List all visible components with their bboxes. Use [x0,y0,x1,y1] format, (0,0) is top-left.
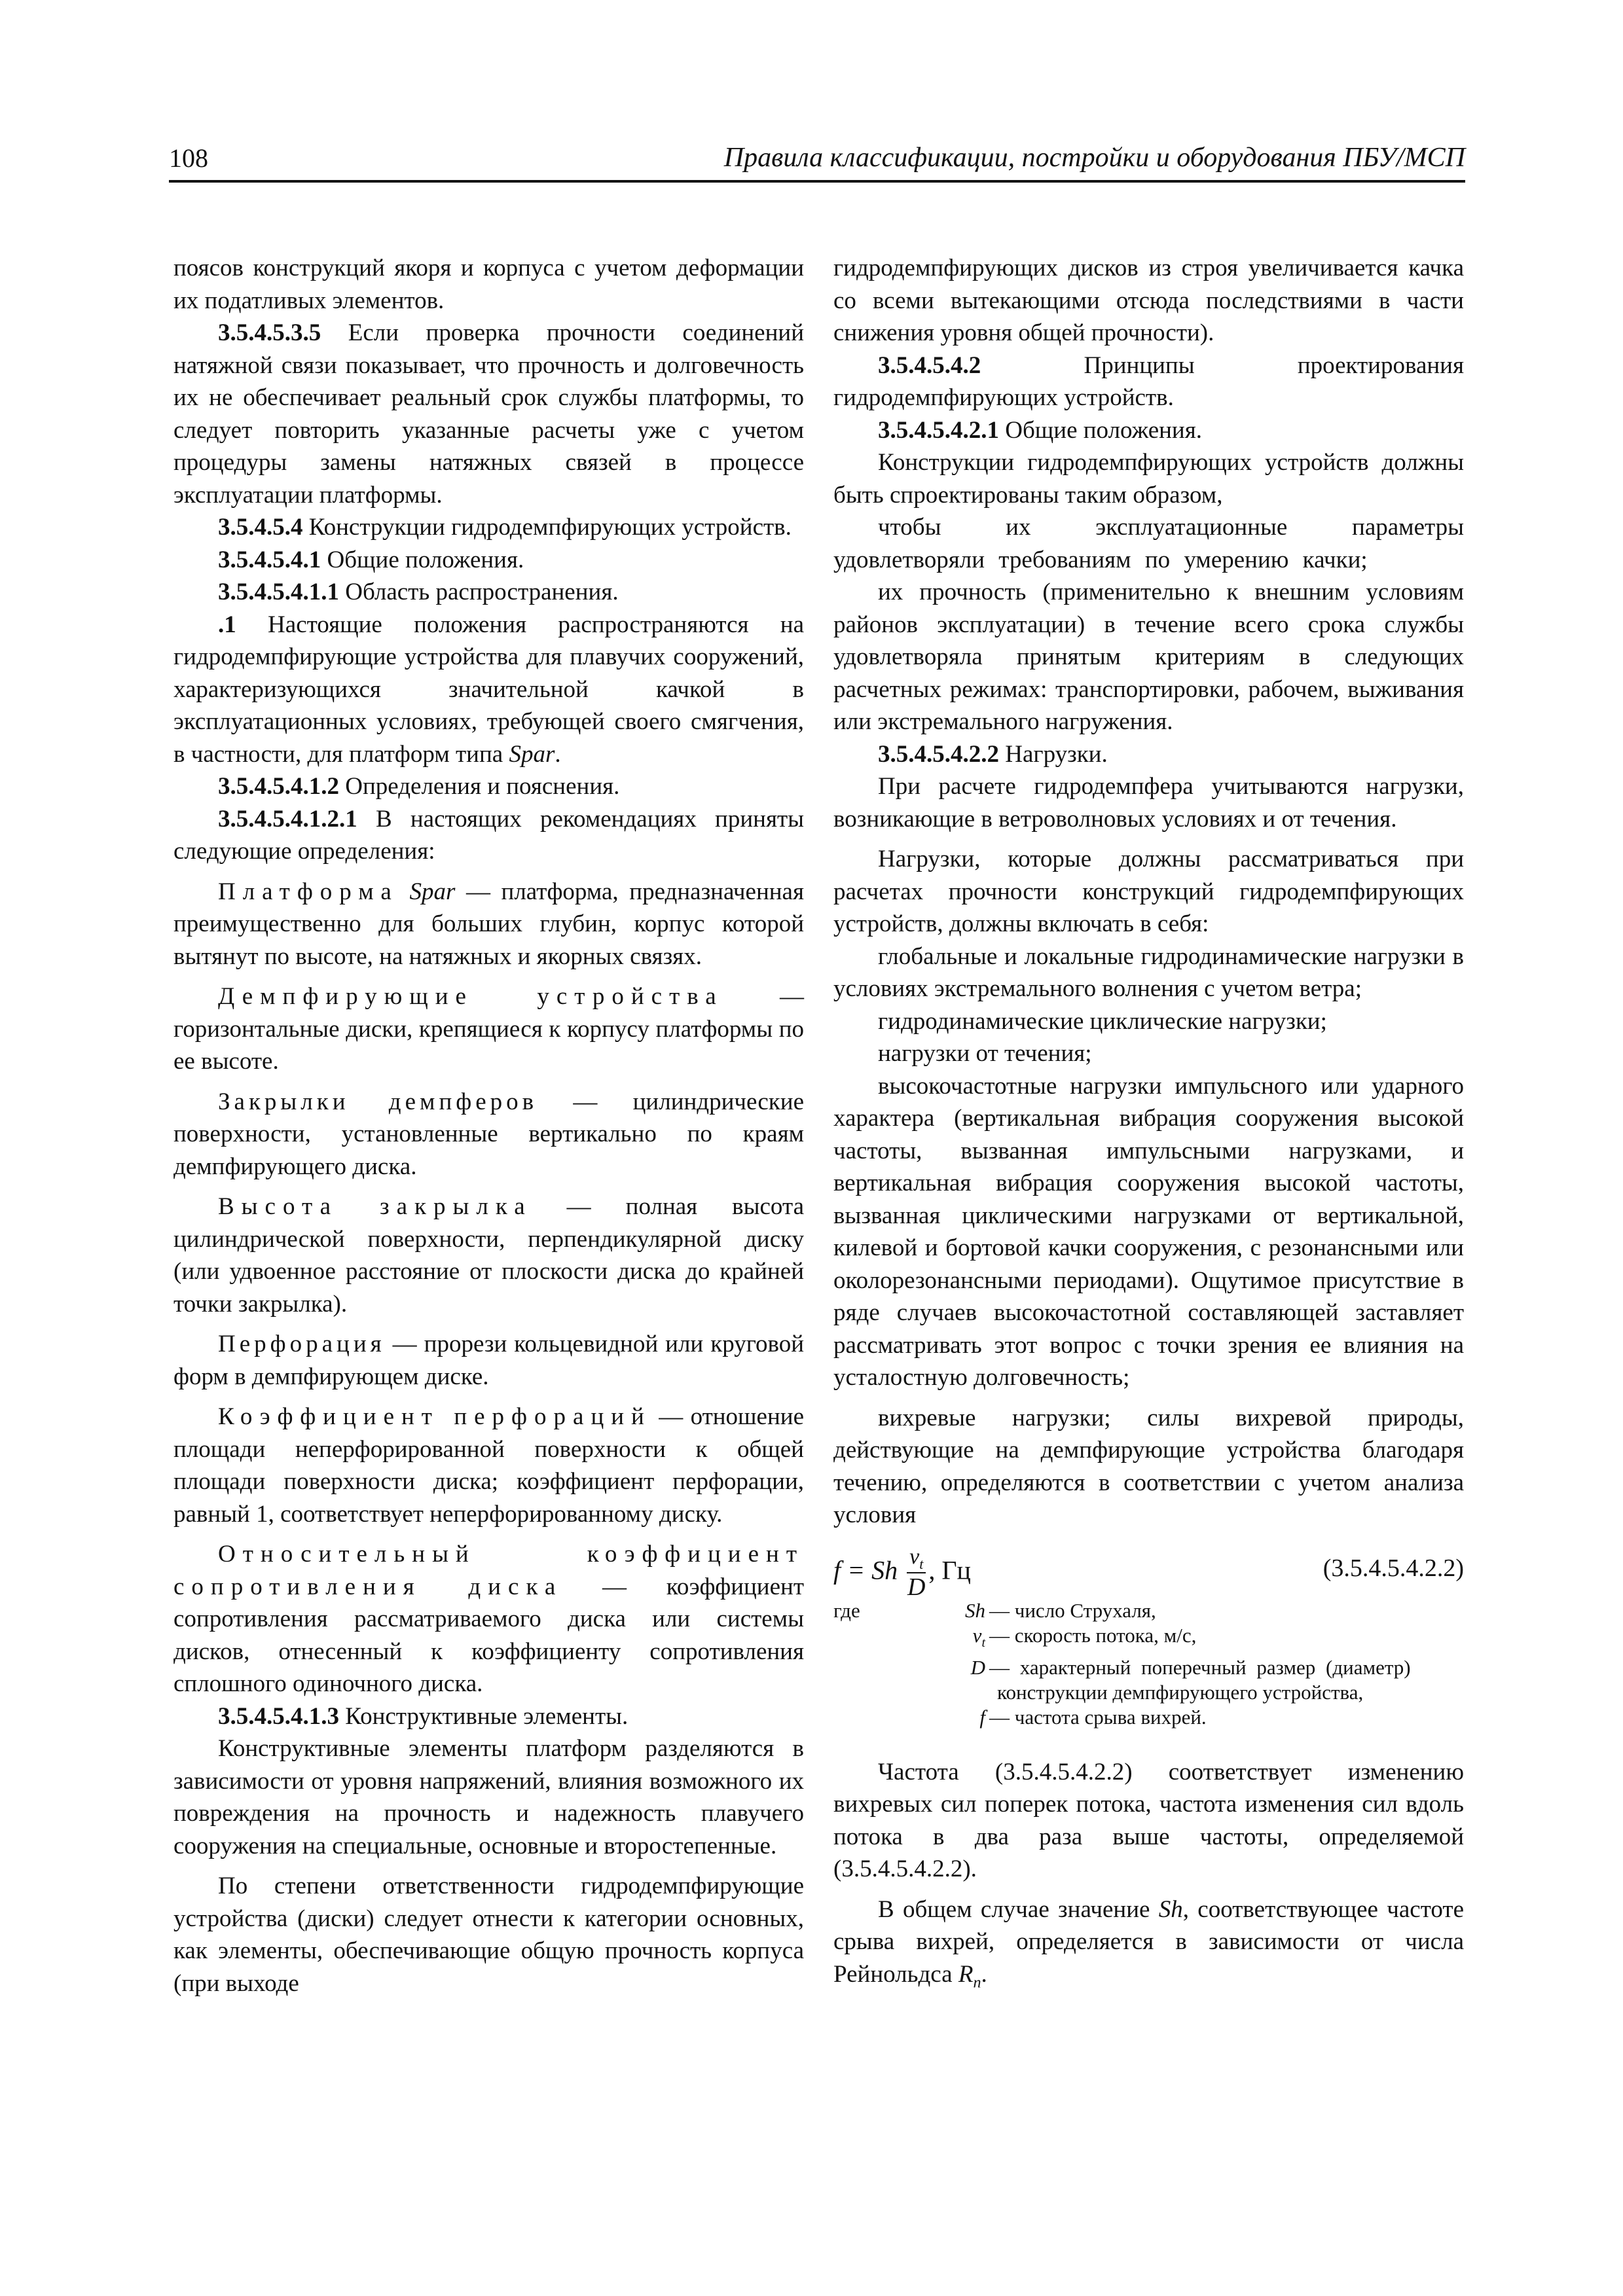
paragraph: 3.5.4.5.3.5 Если проверка прочности соединений натяжной связи показывает, что прочность и долговечность их не обеспечивает реальный срок службы платформы, то следует повторить указанные расчеты уже с учетом процедуры замены натяжных связей в процессе эксплуатации платформы. [173,319,804,509]
paragraph: Конструкции гидродемпфирующих устройств должны быть спроектированы таким образом, [833,449,1464,509]
clause-number: 3.5.4.5.4.2.1 [878,416,999,444]
clause-number: 3.5.4.5.4.1.3 [218,1702,339,1730]
formula-fraction: $\frac{v_t}{D}$ [907,1544,926,1602]
legend-row: f — частота срыва вихрей. [979,1705,1207,1729]
clause-number: 3.5.4.5.4.1.2 [218,773,339,800]
definition: Относительный коэффициент сопротивления диска — коэффициент сопротивления рассматриваемого диска или системы дисков, отнесенный к коэффициенту сопротивления сплошного одиночного диска. [173,1541,804,1697]
paragraph: 3.5.4.5.4.1.2.1 В настоящих рекомендациях приняты следующие определения: [173,805,804,865]
paragraph: Конструктивные элементы платформ разделяются в зависимости от уровня напряжений, влияния возможного их повреждения на прочность и надежность плавучего сооружения на специальные, основные и второстепенные. [173,1735,804,1859]
paragraph: поясов конструкций якоря и корпуса с учетом деформации их податливых элементов. [173,255,804,314]
page-header [169,134,1465,183]
definition: Закрылки демпферов — цилиндрические поверхности, установленные вертикально по краям демпфирующего диска. [173,1088,804,1180]
paragraph: гидродемпфирующих дисков из строя увеличивается качка со всеми вытекающими отсюда последствиями в части снижения уровня общей прочности). [833,255,1464,346]
section-heading: 3.5.4.5.4.1.1 Область распространения. [218,579,619,605]
legend-row: D — характерный поперечный размер (диаметр) [970,1655,1411,1679]
strouhal-formula [833,1535,1464,1602]
definition-term: Высота закрылка [218,1193,532,1220]
section-heading: 3.5.4.5.4 Конструкции гидродемпфирующих устройств. [218,514,792,541]
definition-term: Демпфирующие устройства [218,983,723,1010]
definition-term: Перфорация [218,1331,386,1357]
definition: Платформа Spar — платформа, предназначенная преимущественно для больших глубин, корпус которой вытянут по высоте, на натяжных и якорных связях. [173,878,804,970]
definition-term: Относительный коэффициент сопротивления диска [173,1541,804,1600]
formula-number: (3.5.4.5.4.2.2) [1322,1554,1464,1582]
paragraph: При расчете гидродемпфера учитываются нагрузки, возникающие в ветроволновых условиях и от течения. [833,773,1464,833]
definition: Высота закрылка — полная высота цилиндрической поверхности, перпендикулярной диску (или удвоенное расстояние от плоскости диска до крайней точки закрылка). [173,1193,804,1318]
section-heading: 3.5.4.5.4.2 Принципы проектирования гидродемпфирующих устройств. [833,351,1464,411]
legend-row: Sh — число Струхаля, [965,1598,1156,1622]
clause-number: 3.5.4.5.4 [218,514,303,541]
list-item: нагрузки от течения; [878,1040,1092,1067]
clause-number: 3.5.4.5.4.1.2.1 [218,805,357,833]
list-item: глобальные и локальные гидродинамические нагрузки в условиях экстремального волнения с учетом ветра; [833,942,1464,1002]
definition: Коэффициент перфораций — отношение площади неперфорированной поверхности к общей площади поверхности диска; коэффициент перфорации, равный 1, соответствует неперфорированному диску. [173,1403,804,1528]
definition-term: Платформа [218,878,399,905]
section-heading: 3.5.4.5.4.2.2 Нагрузки. [878,740,1108,768]
formula-legend [833,1598,1464,1730]
clause-number: .1 [218,611,236,638]
paragraph: .1 Настоящие положения распространяются на гидродемпфирующие устройства для плавучих сооружений, характеризующихся значительной качкой в эксплуатационных условиях, требующей своего смягчения, в частности, для платформ типа Spar. [173,611,804,768]
formula-expression: f = Sh $\frac{v_t}{D}$ , Гц [833,1544,971,1602]
list-item: высокочастотные нагрузки импульсного или ударного характера (вертикальная вибрация сооружения высокой частоты, вызванная импульсными нагрузками, и вертикальная вибрация сооружения высокой частоты, вызванная циклическими нагрузками от вертикальной, килевой и бортовой качки сооружения, с резонансными или околорезонансными периодами). Ощутимое присутствие в ряде случаев высокочастотной составляющей заставляет рассматривать этот вопрос с точки зрения ее влияния на усталостную долговечность; [833,1072,1464,1391]
definition-term: Коэффициент перфораций [218,1403,651,1430]
paragraph: Частота (3.5.4.5.4.2.2) соответствует изменению вихревых сил поперек потока, частота изменения сил вдоль потока в два раза выше частоты, определяемой (3.5.4.5.4.2.2). [833,1758,1464,1883]
section-heading: 3.5.4.5.4.2.1 Общие положения. [878,416,1202,444]
legend-row: $v_t$ — скорость потока, м/с, [972,1623,1197,1650]
paragraph: Нагрузки, которые должны рассматриваться при расчетах прочности конструкций гидродемпфирующих устройств, должны включать в себя: [833,846,1464,937]
list-item: вихревые нагрузки; силы вихревой природы, действующие на демпфирующие устройства благодаря течению, определяются в соответствии с учетом анализа условия [833,1404,1464,1528]
paragraph: По степени ответственности гидродемпфирующие устройства (диски) следует отнести к категории основных, как элементы, обеспечивающие общую прочность корпуса (при выходе [173,1873,804,1997]
running-title: Правила классификации, постройки и оборудования ПБУ/МСП [723,143,1465,173]
clause-number: 3.5.4.5.4.2 [878,351,981,379]
paragraph: их прочность (применительно к внешним условиям районов эксплуатации) в течение всего срока службы удовлетворяла принятым критериям в следующих расчетных режимах: транспортировки, рабочем, выживания или экстремального нагружения. [833,579,1464,735]
definition: Перфорация — прорези кольцевидной или круговой форм в демпфирующем диске. [173,1331,804,1390]
clause-number: 3.5.4.5.4.1 [218,546,321,573]
left-column [173,252,804,2000]
section-heading: 3.5.4.5.4.1.2 Определения и пояснения. [218,773,620,800]
section-heading: 3.5.4.5.4.1 Общие положения. [218,546,524,573]
clause-number: 3.5.4.5.4.2.2 [878,740,999,768]
clause-number: 3.5.4.5.3.5 [218,319,321,346]
paragraph: чтобы их эксплуатационные параметры удовлетворяли требованиям по умерению качки; [833,514,1464,573]
paragraph: В общем случае значение Sh, соответствующее частоте срыва вихрей, определяется в зависимости от числа Рейнольдса $R_n$. [833,1895,1464,1992]
legend-continuation: конструкции демпфирующего устройства, [997,1680,1364,1704]
list-item: гидродинамические циклические нагрузки; [878,1007,1327,1035]
page-number: 108 [169,143,208,173]
clause-number: 3.5.4.5.4.1.1 [218,579,339,605]
definition-term: Закрылки демпферов [218,1088,538,1115]
section-heading: 3.5.4.5.4.1.3 Конструктивные элементы. [218,1702,629,1730]
definition: Демпфирующие устройства — горизонтальные диски, крепящиеся к корпусу платформы по ее высоте. [173,983,804,1075]
right-column [833,252,1464,2000]
where-label: где [833,1598,860,1622]
